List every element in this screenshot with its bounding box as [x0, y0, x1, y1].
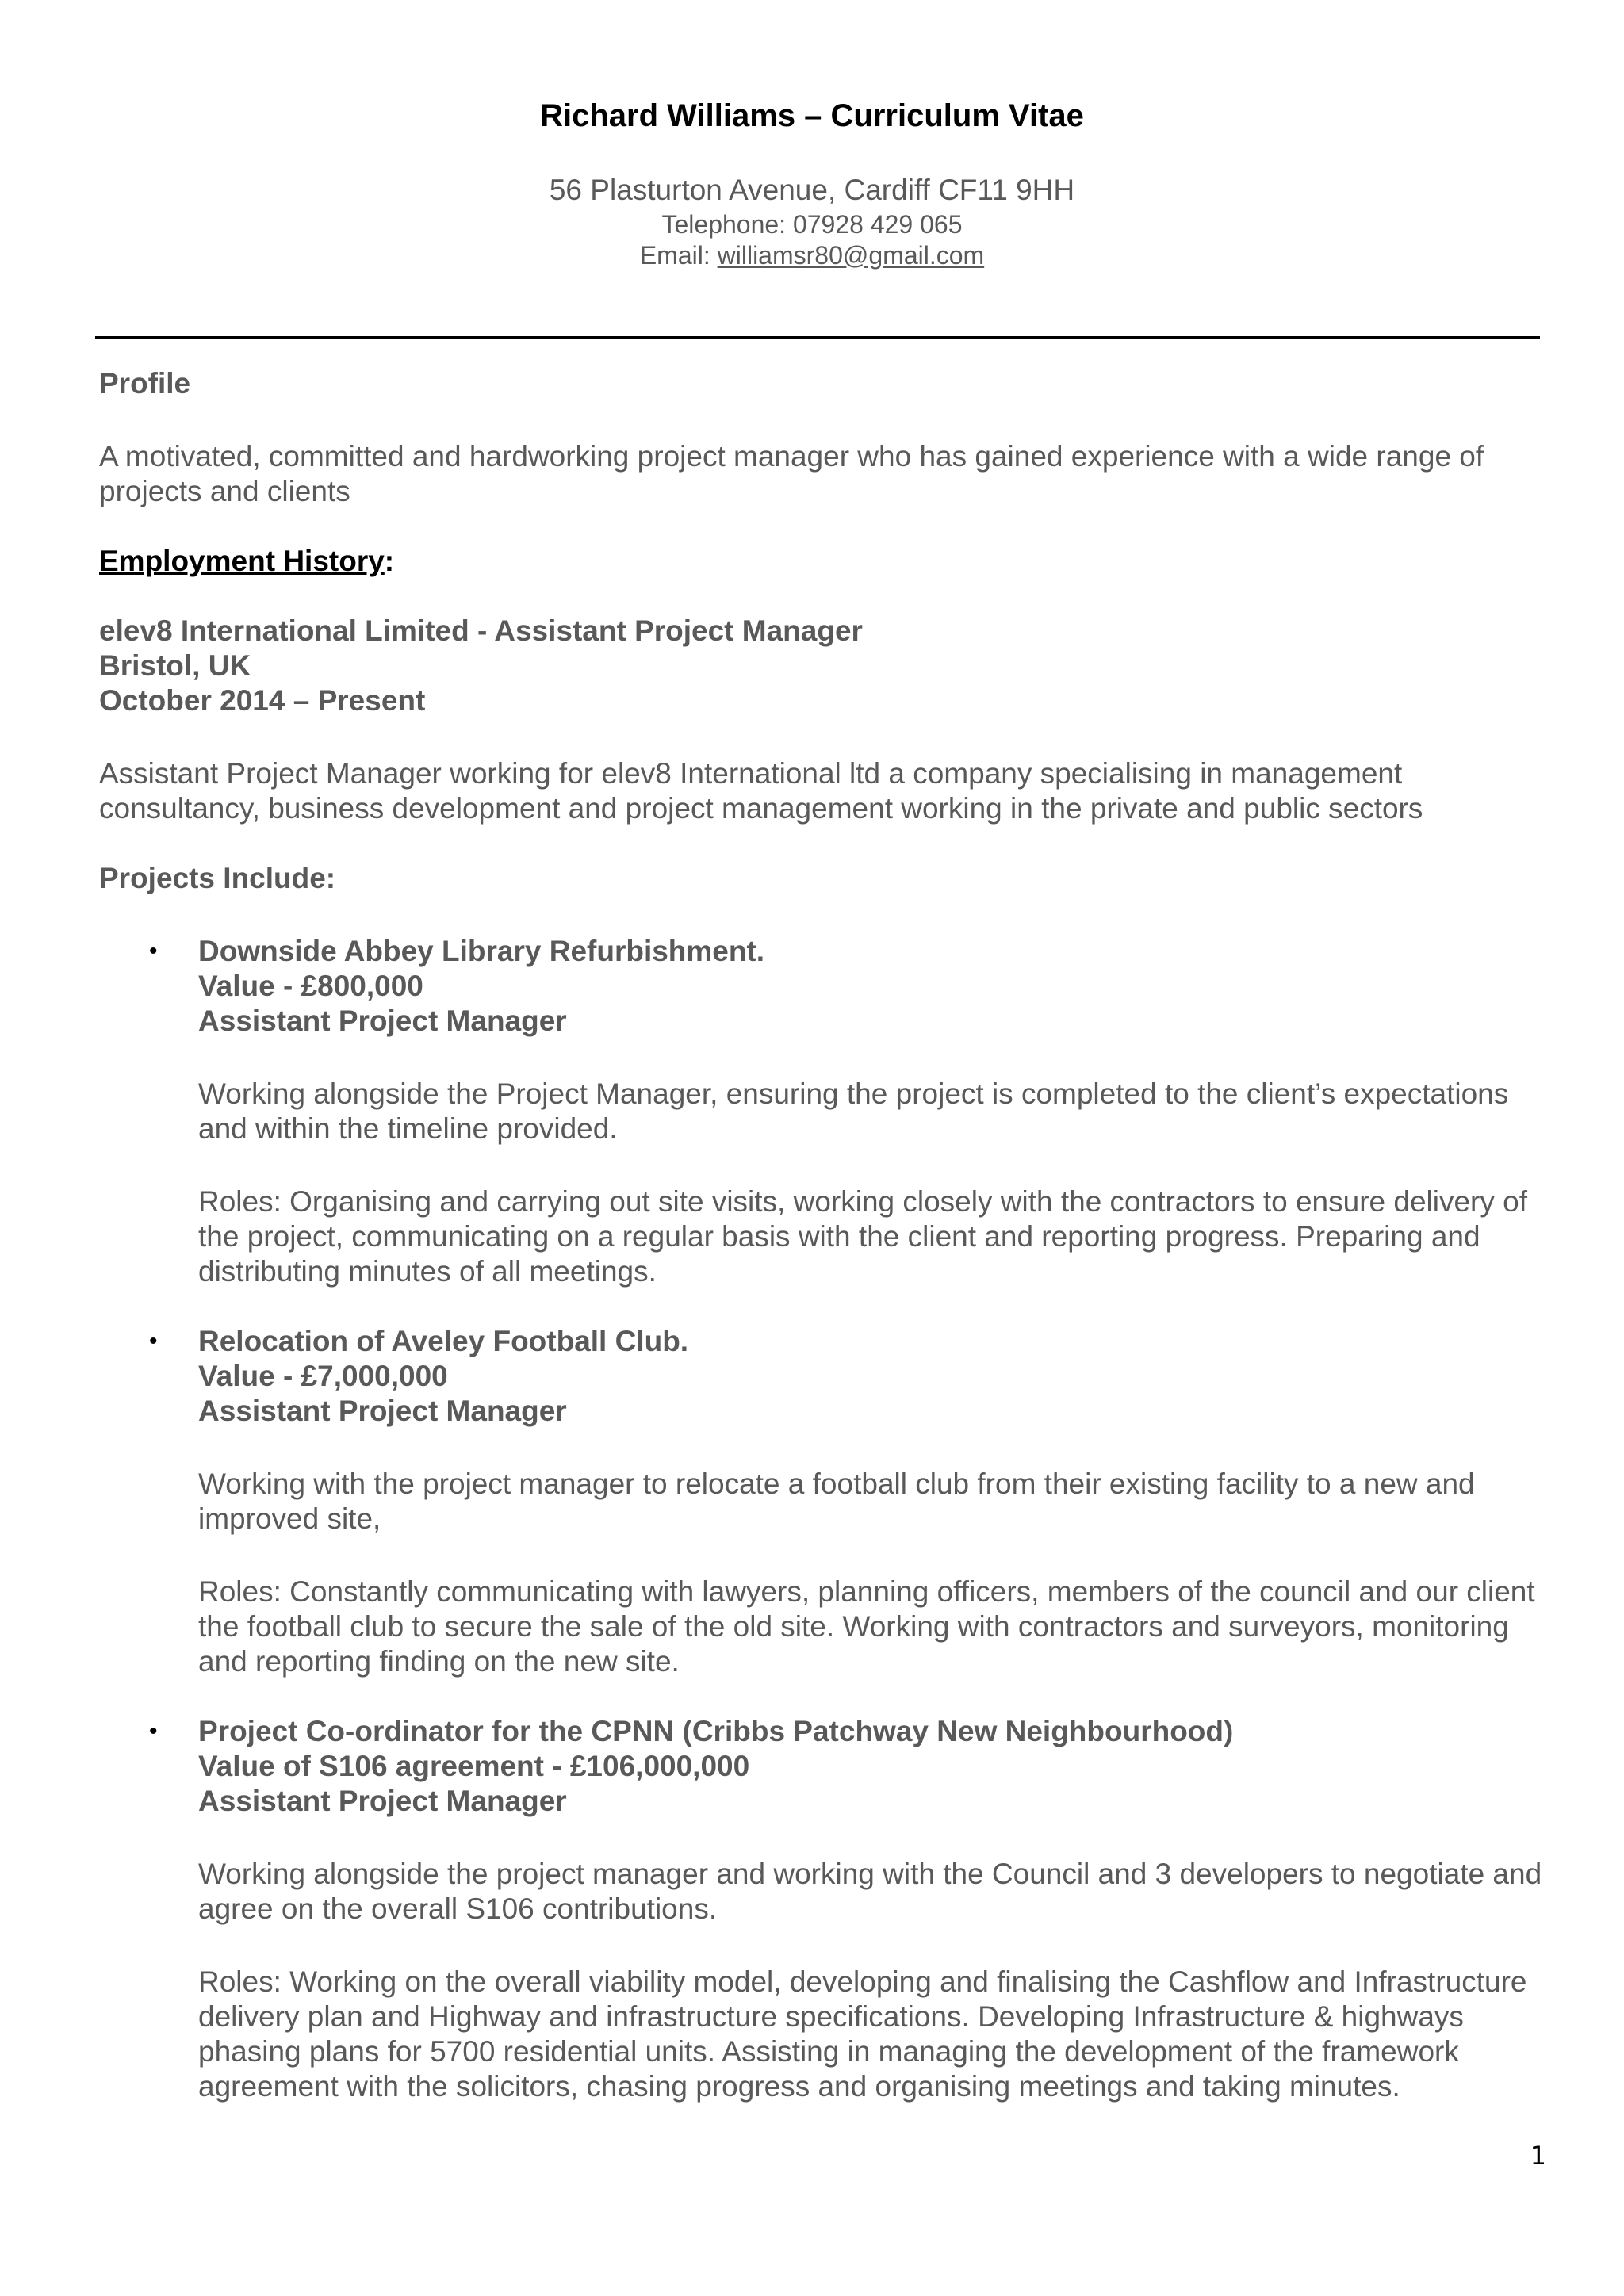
job-description: Assistant Project Manager working for elev8 International ltd a company specialising in management consultancy, business development and project management working in the private and public sectors — [99, 757, 1423, 825]
project-value: Value - £800,000 — [198, 970, 423, 1002]
employment-heading-text: Employment History — [99, 545, 385, 577]
profile-text: A motivated, committed and hardworking project manager who has gained experience with a wide range of projects and clients — [99, 440, 1484, 507]
email-label: Email: — [639, 241, 718, 270]
job-dates: October 2014 – Present — [99, 684, 426, 717]
cv-title: Richard Williams – Curriculum Vitae — [540, 98, 1084, 133]
project-item — [149, 1324, 1546, 1679]
project-summary: Working alongside the project manager and working with the Council and 3 developers to negotiate and agree on the overall S106 contributions. — [198, 1858, 1542, 1925]
bullet-icon: • — [149, 1718, 158, 1744]
header-divider — [95, 336, 1540, 339]
address: 56 Plasturton Avenue, Cardiff CF11 9HH — [549, 174, 1075, 206]
email-line — [0, 239, 1624, 271]
project-role: Assistant Project Manager — [198, 1785, 567, 1817]
employment-heading-colon: : — [384, 545, 395, 577]
project-summary: Working with the project manager to relocate a football club from their existing facility to a new and improved site, — [198, 1468, 1475, 1535]
telephone: Telephone: 07928 429 065 — [661, 210, 963, 239]
project-roles: Roles: Constantly communicating with lawyers, planning officers, members of the council and our client the football club to secure the sale of the old site. Working with contractors and surveyors, monitoring and reporting finding on the new site. — [198, 1575, 1535, 1678]
project-role: Assistant Project Manager — [198, 1395, 567, 1427]
project-title: Downside Abbey Library Refurbishment. — [198, 935, 765, 967]
profile-heading: Profile — [99, 367, 191, 400]
bullet-icon: • — [149, 938, 158, 964]
project-title: Relocation of Aveley Football Club. — [198, 1325, 689, 1357]
project-summary: Working alongside the Project Manager, ensuring the project is completed to the client’s expectations and within the timeline provided. — [198, 1077, 1509, 1145]
project-item — [149, 934, 1546, 1289]
bullet-icon: • — [149, 1328, 158, 1354]
project-roles: Roles: Organising and carrying out site visits, working closely with the contractors to ensure delivery of the project, communicating on a regular basis with the client and reporting progress. Preparing and distributing minutes of all meetings. — [198, 1185, 1528, 1288]
project-value: Value - £7,000,000 — [198, 1360, 448, 1392]
employment-heading — [99, 544, 1542, 579]
job-location: Bristol, UK — [99, 649, 251, 682]
projects-heading: Projects Include: — [99, 862, 336, 894]
project-item — [149, 1714, 1546, 2104]
page-number: 1 — [1530, 2141, 1546, 2171]
company-line: elev8 International Limited - Assistant Project Manager — [99, 614, 863, 647]
cv-body — [99, 366, 1542, 2104]
project-roles: Roles: Working on the overall viability model, developing and finalising the Cashflow and Infrastructure delivery plan and Highway and infrastructure specifications. Developing Infrastructure & highways phasing plans for 5700 residential units. Assisting in managing the development of the framework agreement with the solicitors, chasing progress and organising meetings and taking minutes. — [198, 1965, 1527, 2103]
project-value: Value of S106 agreement - £106,000,000 — [198, 1750, 750, 1782]
project-role: Assistant Project Manager — [198, 1004, 567, 1037]
email-link[interactable]: williamsr80@gmail.com — [717, 241, 985, 270]
project-title: Project Co-ordinator for the CPNN (Cribbs Patchway New Neighbourhood) — [198, 1715, 1234, 1747]
